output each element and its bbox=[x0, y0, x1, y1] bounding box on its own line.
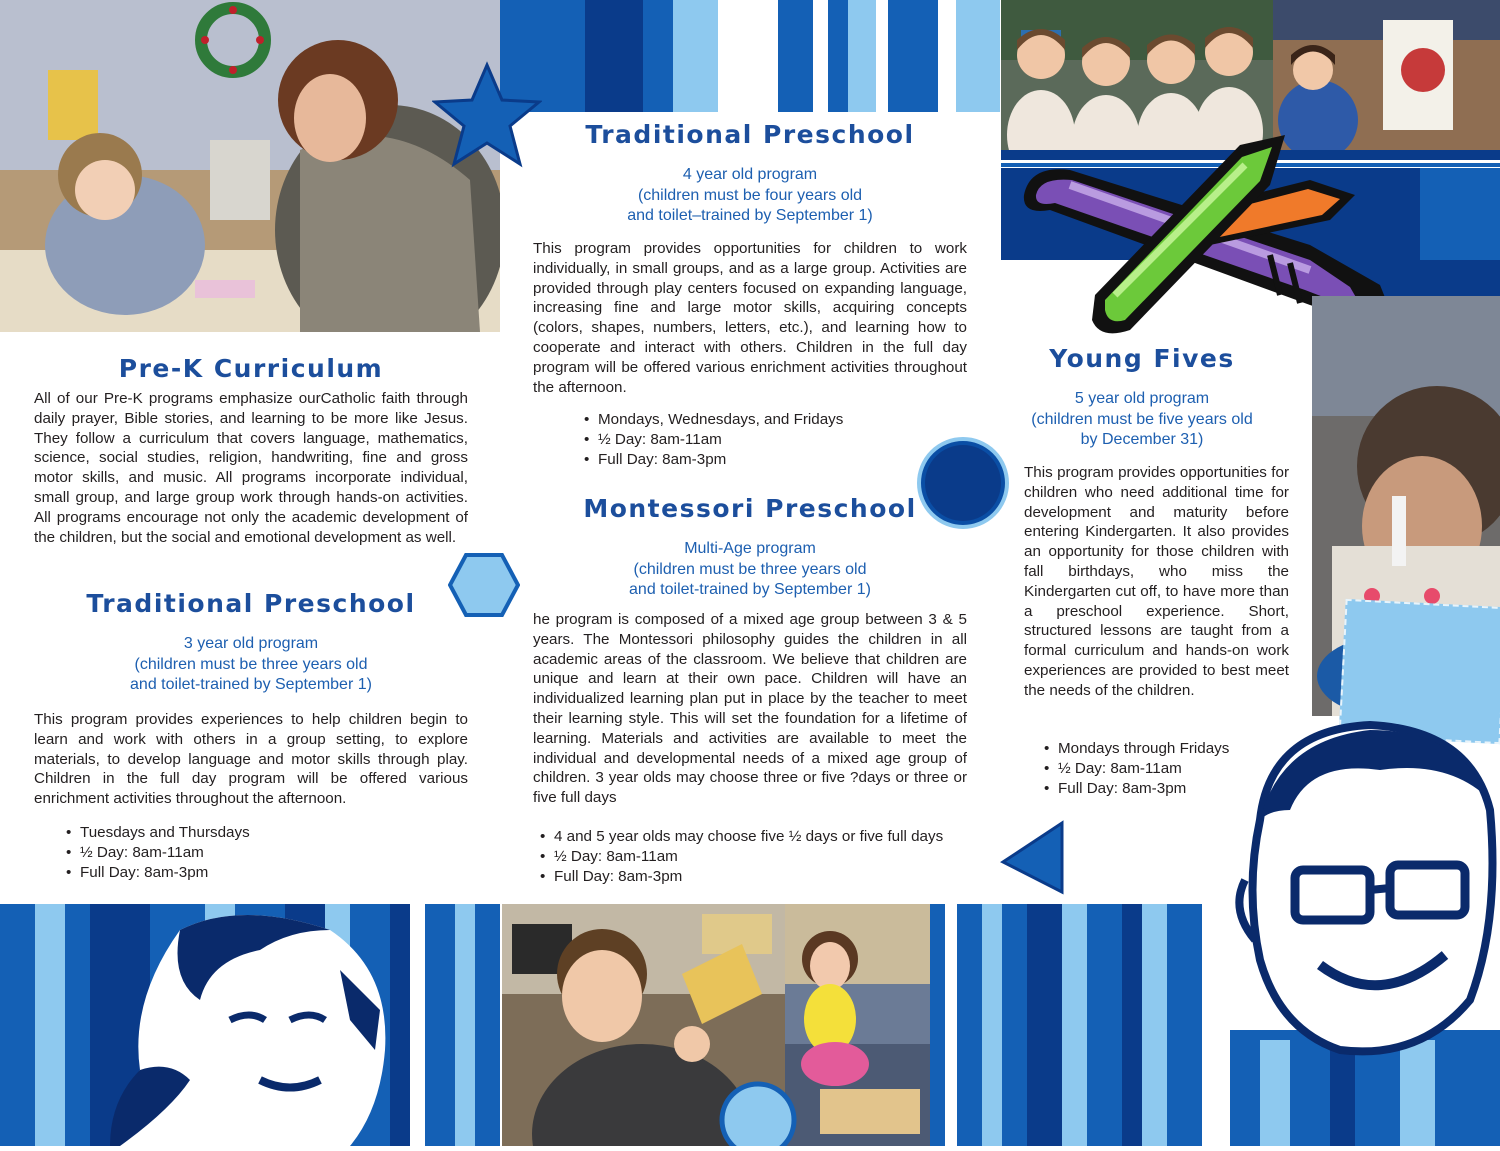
trad3-age-requirement: (children must be three years old bbox=[134, 655, 368, 673]
list-item: • Full Day: 8am-3pm bbox=[584, 450, 964, 470]
list-item: • ½ Day: 8am-11am bbox=[66, 843, 466, 863]
list-item: • ½ Day: 8am-11am bbox=[1044, 759, 1284, 779]
trad4-heading: Traditional Preschool bbox=[585, 120, 915, 149]
montessori-schedule bbox=[526, 827, 990, 886]
trad4-schedule bbox=[570, 410, 964, 469]
fives-age-requirement: (children must be five years old bbox=[1031, 410, 1253, 428]
top-center-stripes bbox=[500, 0, 1000, 115]
trad3-heading: Traditional Preschool bbox=[86, 589, 416, 618]
top-center-white-panel bbox=[518, 112, 1000, 120]
trad4-program: 4 year old program bbox=[682, 166, 818, 183]
right-band-light bbox=[1420, 168, 1500, 260]
boy-stencil-illustration bbox=[110, 910, 400, 1146]
montessori-program: Multi-Age program bbox=[684, 540, 816, 557]
prek-body: All of our Pre-K programs emphasize ourCatholic faith through daily prayer, Bible stories, and learning to be more like Jesus. They follow a curriculum that covers language, mathematics, science, social studies, religion, handwriting, fine and gross motor skills, and music. All programs incorporate individual, small group, and large group work through hands-on activities. All programs encourage not only the academic development of the children, but the social and emotional development as well. bbox=[34, 390, 468, 546]
list-item: • Full Day: 8am-3pm bbox=[66, 863, 466, 883]
list-item: • Mondays through Fridays bbox=[1044, 739, 1284, 759]
list-item: • Tuesdays and Thursdays bbox=[66, 823, 466, 843]
trad3-schedule bbox=[52, 823, 466, 882]
montessori-toilet-requirement: and toilet-trained by September 1) bbox=[629, 581, 871, 598]
trad3-toilet-requirement: and toilet-trained by September 1) bbox=[130, 676, 372, 693]
montessori-heading: Montessori Preschool bbox=[583, 494, 917, 523]
montessori-age-requirement: (children must be three years old bbox=[633, 560, 867, 578]
fives-schedule bbox=[1030, 739, 1284, 798]
trad4-toilet-requirement: and toilet–trained by September 1) bbox=[627, 207, 873, 224]
trad4-body: This program provides opportunities for children to work individually, in small groups, and as a large group. Activities are provided through play centers focused on expanding language, increasing fine and large motor skills, acquiring concepts (colors, shapes, numbers, letters, etc.), and learning how to cooperate and interact with others. Children in the full day program will be offered various enrichment activities throughout the afternoon. bbox=[533, 240, 967, 396]
list-item: • 4 and 5 year olds may choose five ½ days or five full days bbox=[540, 827, 990, 847]
triangle-shape bbox=[1000, 820, 1070, 895]
fives-date-requirement: by December 31) bbox=[1080, 431, 1204, 448]
trad3-program: 3 year old program bbox=[183, 635, 319, 652]
photo-teacher-and-girl bbox=[0, 0, 500, 332]
half-circle-shape bbox=[718, 1080, 798, 1146]
list-item: • Full Day: 8am-3pm bbox=[540, 867, 990, 887]
fives-heading: Young Fives bbox=[1049, 344, 1235, 373]
photo-girl-with-blocks bbox=[785, 904, 930, 1146]
list-item: • Mondays, Wednesdays, and Fridays bbox=[584, 410, 964, 430]
list-item: • Full Day: 8am-3pm bbox=[1044, 779, 1284, 799]
list-item: • ½ Day: 8am-11am bbox=[540, 847, 990, 867]
trad3-subheading bbox=[34, 634, 468, 696]
fives-body: This program provides opportunities for children who need additional time for development and maturity before entering Kindergarten. It also provides an opportunity for those children with fall birthdays, who miss the Kindergarten cut off, to have more than a preschool experience. Short, structured lessons are taught from a formal curriculum and hands-on work experiences are provided to best meet the needs of the children. bbox=[1024, 464, 1289, 699]
trad4-subheading bbox=[533, 165, 967, 227]
list-item: • ½ Day: 8am-11am bbox=[584, 430, 964, 450]
star-shape bbox=[432, 60, 542, 170]
montessori-body: he program is composed of a mixed age group between 3 & 5 years. The Montessori philosophy guides the children in all academic areas of the classroom. We believe that children are unique and learn at their own pace. Children will have an individualized learning plan put in place by the teacher to meet their learning style. This will set the foundation for a lifetime of learning. Materials and activities are available to meet the individual and developmental needs of a mixed age group of children. 3 year olds may choose three or five ?days or three or five full days bbox=[533, 611, 967, 807]
fives-program: 5 year old program bbox=[1074, 390, 1210, 407]
prek-heading: Pre-K Curriculum bbox=[118, 354, 384, 383]
trad3-body: This program provides experiences to help children begin to learn and work with others in a group setting, to explore materials, to develop language and motor skills through play. Children in the full day program will be offered various enrichment activities throughout the afternoon. bbox=[34, 711, 468, 808]
trad4-age-requirement: (children must be four years old bbox=[637, 186, 863, 204]
fives-subheading bbox=[1000, 389, 1284, 451]
montessori-subheading bbox=[533, 539, 967, 601]
